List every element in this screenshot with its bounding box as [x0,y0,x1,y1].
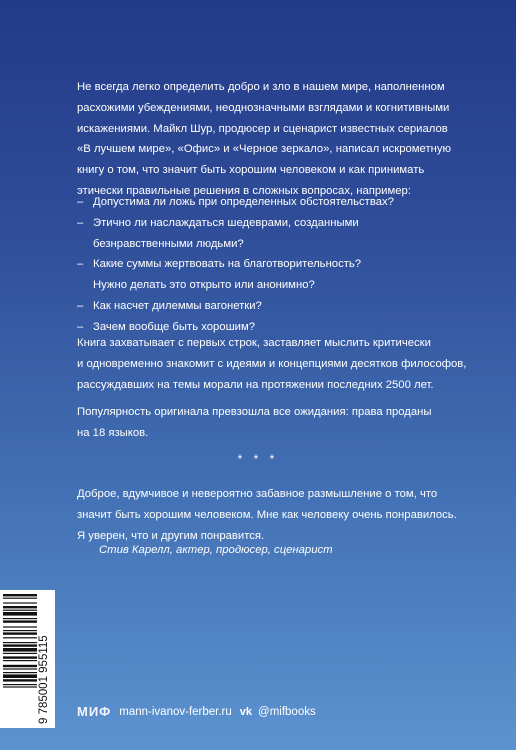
website-link[interactable]: mann-ivanov-ferber.ru [119,705,232,718]
barcode-bar [3,630,37,631]
barcode-bar [3,644,37,646]
barcode-bar [3,618,37,619]
bullet-dash: – [77,216,84,229]
question-line: Какие суммы жертвовать на благотворительность? [93,258,362,271]
barcode-bar [3,684,37,685]
barcode-bar [3,620,37,622]
question-list [77,192,497,338]
bullet-dash: – [77,299,84,312]
description-paragraph [77,333,497,395]
text-line: «В лучшем мире», «Офис» и «Черное зеркало», написал искрометную [77,143,451,156]
text-line: этически правильные решения в сложных вопросах, например: [77,184,411,197]
question-line: Нужно делать это открыто или анонимно? [93,279,315,292]
text-line: расхожими убеждениями, неоднозначными взглядами и когнитивными [77,101,450,114]
text-line: Я уверен, что и другим понравится. [77,529,265,542]
bullet-dash: – [77,258,84,271]
section-separator: * * * [237,452,279,466]
barcode-bar [3,674,37,678]
barcode-bar [3,606,37,608]
barcode-bar [3,598,37,599]
text-line: на 18 языков. [77,426,149,439]
barcode-bar [3,686,37,687]
quote-attribution: Стив Карелл, актер, продюсер, сценарист [99,544,333,556]
barcode-bar [3,637,37,638]
text-line: и одновременно знакомит с идеями и концепциями десятков философов, [77,357,467,370]
publisher-logo: МИФ [77,704,112,719]
question-item [77,213,497,255]
text-line: искажениями. Майкл Шур, продюсер и сценарист известных сериалов [77,122,448,135]
barcode-bar [3,594,37,596]
popularity-paragraph [77,402,497,444]
barcode-bar [3,612,37,616]
text-line: книгу о том, что значит быть хорошим человеком и как принимать [77,164,425,177]
question-item [77,192,497,213]
barcode-bar [3,632,37,634]
barcode-bar [3,656,37,658]
isbn-barcode [0,590,55,728]
barcode-bar [3,642,37,643]
intro-paragraph [77,77,497,202]
review-quote [77,484,497,546]
bullet-dash: – [77,196,84,208]
isbn-number: 9 785001 955115 [38,635,50,724]
barcode-bar [3,668,37,669]
question-line: Допустима ли ложь при определенных обстоятельствах? [93,196,394,208]
text-line: Популярность оригинала превзошла все ожидания: права проданы [77,406,432,418]
question-line: безнравственными людьми? [93,237,244,250]
barcode-bar [3,679,37,681]
barcode-bar [3,665,37,667]
social-handle[interactable]: @mifbooks [258,705,316,718]
text-line: Книга захватывает с первых строк, заставляет мыслить критически [77,337,431,349]
text-line: значит быть хорошим человеком. Мне как человеку очень понравилось. [77,508,457,521]
barcode-bar [3,648,37,652]
barcode-bar [3,602,37,603]
barcode-bar [3,660,37,661]
text-line: Не всегда легко определить добро и зло в нашем мире, наполненном [77,81,445,93]
question-line: Этично ли наслаждаться шедеврами, созданными [93,216,359,229]
vk-icon[interactable]: vk [239,705,253,718]
bullet-dash: – [77,320,84,333]
barcode-bar [3,653,37,654]
question-item [77,296,497,317]
text-line: Доброе, вдумчивое и невероятно забавное размышление о том, что [77,488,438,500]
publisher-footer [77,704,316,719]
barcode-bar [3,672,37,673]
question-item [77,254,497,296]
question-line: Как насчет дилеммы вагонетки? [93,299,262,312]
text-line: рассуждавших на темы морали на протяжении последних 2500 лет. [77,378,434,391]
barcode-bar [3,626,37,627]
question-line: Зачем вообще быть хорошим? [93,320,256,333]
barcode-bar [3,610,37,611]
